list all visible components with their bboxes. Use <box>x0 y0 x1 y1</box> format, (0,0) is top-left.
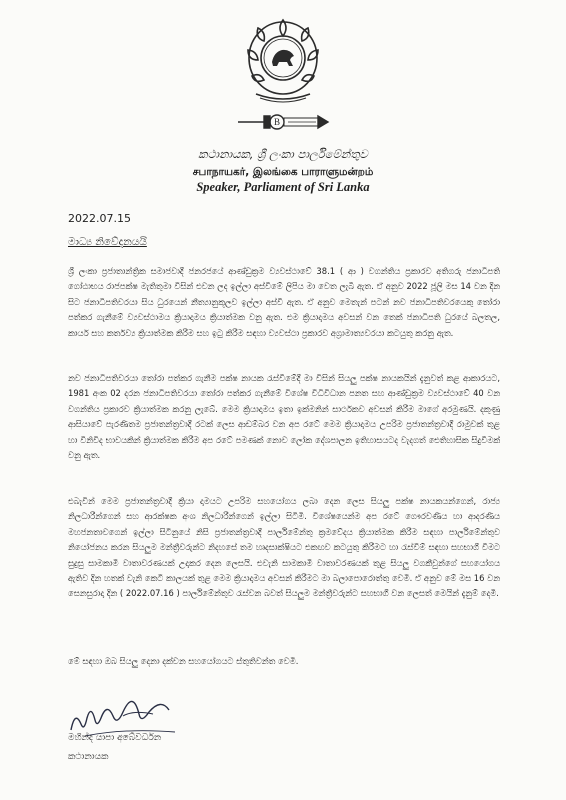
header-sinhala: කථානායක, ශ්‍රී ලංකා පාර්ලිමේන්තුව <box>198 147 368 161</box>
header-tamil: சபாநாயகர், இலங்கை பாராளுமன்றம் <box>192 166 374 178</box>
svg-text:B: B <box>274 117 281 127</box>
paragraph-4: මේ සඳහා ඔබ සියලු දෙනා දක්වන සහයෝගයට ස්තුතිවන්ත වෙමි. <box>68 656 299 666</box>
letter-date: 2022.07.15 <box>68 212 131 225</box>
paragraph-3: එබැවින් මෙම ප්‍රජාතන්ත්‍රවාදී ක්‍රියා දාමයට උපරිම සහයෝගය ලබා දෙන ලෙස සියලු පක්ෂ නායකයන්ගෙන්, රාජ්‍ය නිලධාරීන්ගෙන් සහ ආරක්ෂක අංශ නිලධාරීන්ගෙන් ඉල්ලා සිටිමි. විශේෂයෙන්ම අප රටේ ගෞරවණීය හා ආදරණීය මහජනතාවගෙන් ඉල්ලා සිටිනුයේ නිසි ප්‍රජාතන්ත්‍රවාදී පාර්ලිමේන්තු ක්‍රමවේදය ක්‍රියාත්මක කිරීම සඳහා පාර්ලිමේන්තුව නියෝජනය කරන සියලුම මන්ත්‍රීවරුන්ට නිදහසේ තම හෘදසාක්ෂියට එකඟව කටයුතු කිරීමට හා රැස්වීම් සඳහා සහභාගී වීමට සුදුසු සාමකාමී වාතාවරණයක් උදාකර දෙන ලෙසයි. එවැනි සාමකාමී වාතාවරණයක් තුළ සියලු වගකීවුන්ගේ සහයෝගය ඇතිව දින හතක් වැනි කෙටි කාලයක් තුළ මෙම ක්‍රියාදාමය අවසන් කිරීමට මා බලාපොරොත්තු වෙමි. ඒ අනුව මේ මස 16 වන සෙනසුරාදා දින ( 2022.07.16 ) පාර්ලිමේන්තුව රැස්වන බවත් සියලුම මන්ත්‍රීවරුන්ට සහභාගී වන ලෙසත් මෙයින් දැනුම් දෙමි. <box>68 496 500 599</box>
letter-subject: මාධ්‍ය නිවේදනයයි <box>68 236 147 248</box>
signer-name: මහින්ද යාපා අබේවර්ධන <box>68 733 162 743</box>
parliament-emblem-icon <box>228 10 338 145</box>
paragraph-1: ශ්‍රී ලංකා ප්‍රජාතාන්ත්‍රික සමාජවාදී ජනරජයේ ආණ්ඩුක්‍රම ව්‍යවස්ථාවේ 38.1 ( ආ ) වගන්තිය ප්‍රකාරව අතිගරු ජනාධිපති ගෝඨාභය රාජපක්ෂ මැතිතුමා විසින් එවන ලද ඉල්ලා අස්වීමේ ලිපිය මා වෙත ලැබී ඇත. ඒ අනුව 2022 ජූලි මස 14 වන දින සිට ජනාධිපතිවරයා සිය ධුරයෙන් නීත්‍යානුකූලව ඉල්ලා අස්වී ඇත. ඒ අනුව මෙතැන් පටන් නව ජනාධිපතිවරයෙකු තෝරා පත්කර ගැනීමේ ව්‍යවස්ථාමය ක්‍රියාදාමය ක්‍රියාත්මක වනු ඇත. එම ක්‍රියාදාමය අවසන් වන තෙක් ජනාධිපති ධුරයේ බලතල, කාර්ය සහ කර්තව්‍ය ක්‍රියාත්මක කිරීම සහ ඉටු කිරීම සඳහා ව්‍යවස්ථා ප්‍රකාරව අග්‍රාමාත්‍යවරයා කටයුතු කරනු ඇත. <box>68 266 500 338</box>
paragraph-2: නව ජනාධිපතිවරයා තෝරා පත්කර ගැනීම පක්ෂ නායක රැස්වීමේදී මා විසින් සියලු පක්ෂ නායකයින් දැනුවත් කළ ආකාරයට, 1981 අංක 02 දරන ජනාධිපතිවරයා තෝරා පත්කර ගැනීමේ විශේෂ විධිවිධාන පනත සහ ආණ්ඩුක්‍රම ව්‍යවස්ථාවේ 40 වන වගන්තිය ප්‍රකාරව ක්‍රියාත්මක කරනු ලැබේ. මෙම ක්‍රියාදාමය ඉතා ඉක්මනින් සාර්ථකව අවසන් කිරීම මාගේ අරමුණයි. දකුණු ආසියාවේ පැරණිතම ප්‍රජාතන්ත්‍රවාදී රටක් ලෙස ආඩම්බර වන අප රටේ මෙම ක්‍රියාදාමය උපරිම ප්‍රජාතන්ත්‍රවාදී රාමුවක් තුළ හා විනිවිද භාවයකින් ක්‍රියාත්මක කිරීම අප රටේ පමණක් නොව ලෝක දේශපාලන ඉතිහාසයටද වැදගත් ඓතිහාසික සිදුවීමක් වනු ඇත. <box>68 373 500 461</box>
signer-title: කථානායක <box>68 752 109 762</box>
header-english: Speaker, Parliament of Sri Lanka <box>196 180 370 194</box>
